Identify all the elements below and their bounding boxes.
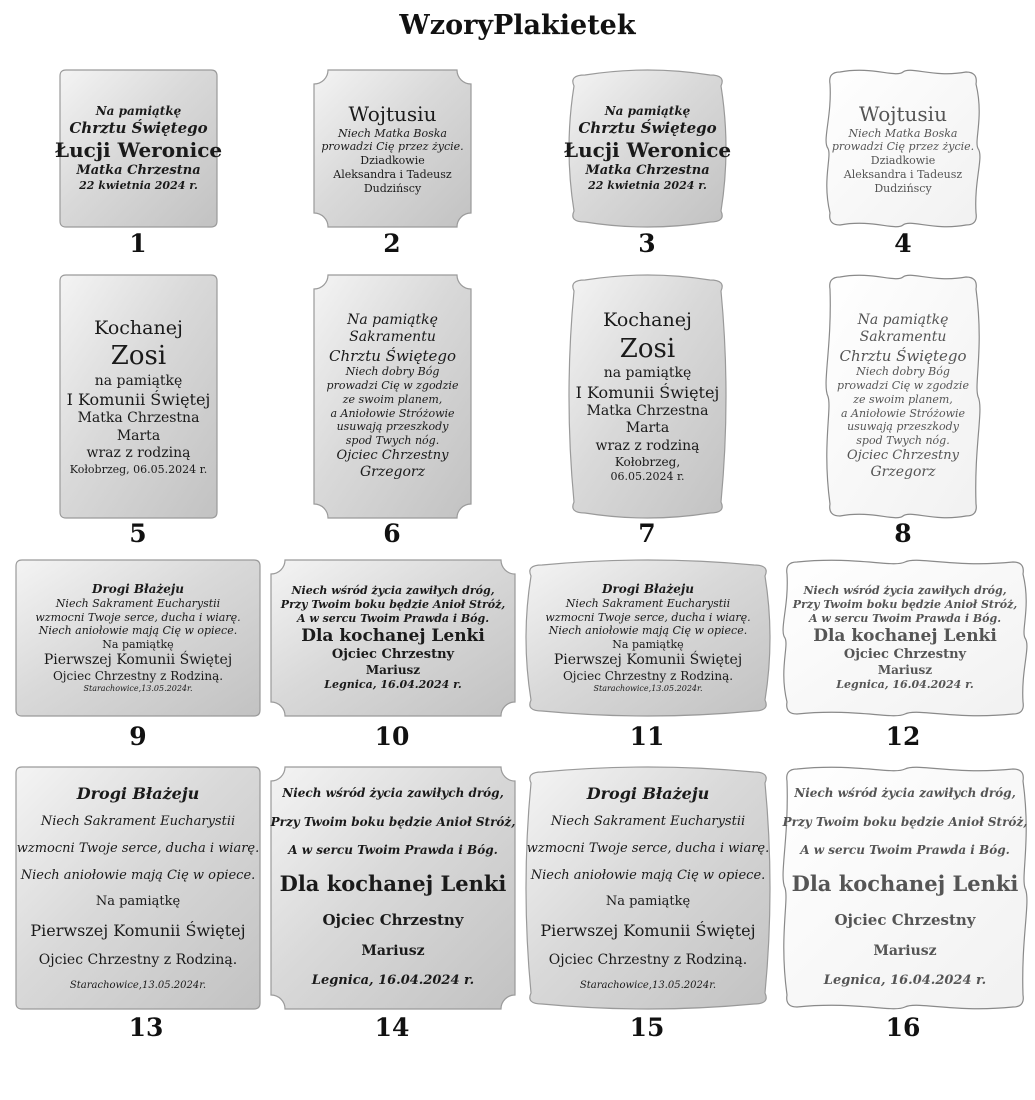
plaque-text <box>60 275 217 518</box>
plaque-line: Przy Twoim boku będzie Anioł Stróż, <box>280 598 506 611</box>
plaque-line: Ojciec Chrzestny <box>331 646 455 662</box>
plaque-line: Niech wśród życia zawiłych dróg, <box>291 584 495 598</box>
plaque-line: Mariusz <box>361 942 425 959</box>
plaque-line: Kołobrzeg, <box>614 455 681 470</box>
plaque-number: 16 <box>885 1013 921 1042</box>
plaque-line: prowadzi Cię przez życie. <box>831 140 975 154</box>
plaque-text <box>826 70 980 227</box>
plaque-line: Legnica, 16.04.2024 r. <box>324 678 462 691</box>
plaque-line: Niech Matka Boska <box>338 126 447 140</box>
plaque-line: Pierwszej Komunii Świętej <box>540 921 756 941</box>
plaque-line: Starachowice,13.05.2024r. <box>593 684 703 694</box>
plaque-line: Zosi <box>110 341 167 372</box>
plaque-line: Niech Sakrament Eucharystii <box>55 596 221 610</box>
page-title: WzoryPlakietek <box>399 10 636 41</box>
plaque-text <box>314 70 471 227</box>
plaque-line: Sakramentu <box>859 329 947 345</box>
plaque-line: Mariusz <box>873 942 937 959</box>
plaque-line: A w sercu Twoim Prawda i Bóg. <box>296 611 490 625</box>
plaque-line: Drogi Błażeju <box>586 783 710 803</box>
plaque-11 <box>526 560 770 716</box>
plaque-line: Niech aniołowie mają Cię w opiece. <box>548 624 748 638</box>
plaque-number: 14 <box>374 1013 410 1042</box>
plaque-16 <box>783 767 1027 1009</box>
plaque-text <box>314 275 471 518</box>
plaque-line: Aleksandra i Tadeusz <box>333 167 452 181</box>
plaque-5 <box>60 275 217 518</box>
plaque-line: wraz z rodziną <box>86 445 191 462</box>
plaque-line: Niech aniołowie mają Cię w opiece. <box>38 624 238 638</box>
plaque-line: a Aniołowie Stróżowie <box>330 406 455 420</box>
plaque-line: Matka Chrzestna <box>586 402 709 419</box>
plaque-line: Sakramentu <box>349 329 436 345</box>
plaque-line: wzmocni Twoje serce, ducha i wiarę. <box>545 610 751 624</box>
plaque-number: 8 <box>894 519 912 548</box>
plaque-number: 6 <box>383 519 401 548</box>
plaque-line: Wojtusiu <box>859 101 947 126</box>
plaque-1 <box>54 70 223 227</box>
plaque-line: spod Twych nóg. <box>856 434 950 447</box>
plaque-line: Ojciec Chrzestny z Rodziną. <box>38 951 238 968</box>
plaque-line: Ojciec Chrzestny <box>834 910 976 929</box>
plaque-line: Chrztu Świętego <box>329 346 456 365</box>
plaque-line: Pierwszej Komunii Świętej <box>30 921 246 941</box>
plaque-line: Dla kochanej Lenki <box>791 871 1019 897</box>
plaque-line: Drogi Błażeju <box>602 581 694 596</box>
plaque-13 <box>16 767 260 1009</box>
plaque-line: Drogi Błażeju <box>76 783 200 803</box>
plaque-number: 4 <box>894 229 912 258</box>
plaque-line: Starachowice,13.05.2024r. <box>69 979 207 991</box>
plaque-text <box>569 275 726 518</box>
plaque-number: 15 <box>629 1013 665 1042</box>
plaque-8 <box>826 275 980 518</box>
plaque-9 <box>16 560 260 716</box>
plaque-line: Przy Twoim boku będzie Anioł Stróż, <box>792 598 1018 611</box>
plaque-text <box>526 767 770 1009</box>
plaque-line: a Aniołowie Stróżowie <box>840 406 966 420</box>
plaque-number: 1 <box>129 229 147 258</box>
plaque-text <box>16 560 260 716</box>
plaque-line: Legnica, 16.04.2024 r. <box>836 678 974 691</box>
plaque-number: 7 <box>638 519 656 548</box>
plaque-line: Chrztu Świętego <box>839 346 967 365</box>
plaque-12 <box>783 560 1027 716</box>
plaque-line: usuwają przeszkody <box>847 420 959 434</box>
plaque-text <box>271 767 515 1009</box>
plaque-number: 13 <box>128 1013 164 1042</box>
plaque-line: Matka Chrzestna <box>585 162 710 178</box>
plaque-line: usuwają przeszkody <box>336 420 449 434</box>
plaque-line: Pierwszej Komunii Świętej <box>43 651 233 668</box>
plaque-line: A w sercu Twoim Prawda i Bóg. <box>800 842 1010 857</box>
plaque-6 <box>314 275 471 518</box>
plaque-line: A w sercu Twoim Prawda i Bóg. <box>288 842 498 857</box>
plaque-text <box>16 767 260 1009</box>
plaque-line: 22 kwietnia 2024 r. <box>79 179 198 193</box>
plaque-line: Marta <box>116 427 161 444</box>
plaque-line: Przy Twoim boku będzie Anioł Stróż, <box>270 814 516 829</box>
plaque-line: Pierwszej Komunii Świętej <box>553 651 743 668</box>
plaque-line: Mariusz <box>365 663 421 677</box>
plaque-line: Łucji Weronice <box>54 137 223 162</box>
plaque-line: Kołobrzeg, 06.05.2024 r. <box>69 462 208 476</box>
plaque-line: Niech Sakrament Eucharystii <box>565 596 731 610</box>
plaque-line: Niech wśród życia zawiłych dróg, <box>794 786 1016 801</box>
plaque-number: 2 <box>383 229 401 258</box>
plaque-line: Grzegorz <box>870 464 936 480</box>
plaque-line: Chrztu Świętego <box>578 119 717 138</box>
plaque-line: wzmocni Twoje serce, ducha i wiarę. <box>526 840 770 856</box>
plaque-text <box>783 560 1027 716</box>
plaque-4 <box>826 70 980 227</box>
plaque-line: ze swoim planem, <box>342 392 443 406</box>
plaque-line: Na pamiątkę <box>604 104 691 119</box>
plaque-line: A w sercu Twoim Prawda i Bóg. <box>808 611 1002 625</box>
plaque-line: prowadzi Cię przez życie. <box>321 140 464 154</box>
plaque-line: Na pamiątkę <box>95 894 181 910</box>
plaque-line: Drogi Błażeju <box>92 581 184 596</box>
plaque-line: Na pamiątkę <box>102 638 174 651</box>
plaque-line: prowadzi Cię w zgodzie <box>837 379 969 392</box>
plaque-line: Na pamiątkę <box>95 104 182 119</box>
plaque-line: spod Twych nóg. <box>345 434 440 447</box>
plaque-line: Legnica, 16.04.2024 r. <box>823 973 987 989</box>
plaque-line: Matka Chrzestna <box>76 162 201 178</box>
plaque-line: Przy Twoim boku będzie Anioł Stróż, <box>782 814 1028 829</box>
plaque-line: Wojtusiu <box>348 101 437 126</box>
plaque-text <box>54 70 223 227</box>
plaque-line: Grzegorz <box>360 464 425 480</box>
plaque-line: prowadzi Cię w zgodzie <box>326 379 459 392</box>
plaque-line: Łucji Weronice <box>563 137 732 162</box>
plaque-line: Zosi <box>619 333 676 364</box>
plaque-line: Marta <box>625 420 670 437</box>
plaque-line: Ojciec Chrzestny z Rodziną. <box>52 669 224 684</box>
plaque-line: Niech Sakrament Eucharystii <box>40 814 236 830</box>
plaque-line: I Komunii Świętej <box>66 390 211 410</box>
plaque-line: Na pamiątkę <box>605 894 691 910</box>
plaque-line: Kochanej <box>603 309 692 331</box>
plaque-line: Na pamiątkę <box>347 311 438 328</box>
plaque-line: Niech Sakrament Eucharystii <box>550 814 746 830</box>
plaque-text <box>826 275 980 518</box>
plaque-line: Niech dobry Bóg <box>856 365 950 379</box>
plaque-line: Aleksandra i Tadeusz <box>843 167 963 181</box>
plaque-line: Ojciec Chrzestny z Rodziną. <box>548 951 748 968</box>
plaque-line: 22 kwietnia 2024 r. <box>588 179 707 193</box>
plaque-line: Na pamiątkę <box>612 638 684 651</box>
plaque-line: wzmocni Twoje serce, ducha i wiarę. <box>35 610 241 624</box>
plaque-line: na pamiątkę <box>94 372 183 389</box>
plaque-line: Niech Matka Boska <box>848 126 958 140</box>
plaque-text <box>563 70 732 227</box>
plaque-15 <box>526 767 770 1009</box>
plaque-text <box>783 767 1027 1009</box>
plaque-line: ze swoim planem, <box>853 392 953 406</box>
plaque-line: Dla kochanej Lenki <box>279 871 507 897</box>
plaque-number: 10 <box>374 722 410 751</box>
plaque-line: Legnica, 16.04.2024 r. <box>311 973 475 989</box>
plaque-line: Kochanej <box>94 316 183 339</box>
plaque-line: I Komunii Świętej <box>575 382 720 402</box>
plaque-text <box>271 560 515 716</box>
plaque-line: Niech wśród życia zawiłych dróg, <box>282 786 504 801</box>
plaque-line: Ojciec Chrzestny z Rodziną. <box>562 669 734 684</box>
plaque-14 <box>271 767 515 1009</box>
plaque-line: Dudzińscy <box>363 181 422 195</box>
plaque-line: Ojciec Chrzestny <box>336 447 449 463</box>
plaque-line: 06.05.2024 r. <box>610 470 685 484</box>
plaque-line: Niech aniołowie mają Cię w opiece. <box>20 867 256 883</box>
plaque-line: Niech dobry Bóg <box>345 365 440 379</box>
plaque-7 <box>569 275 726 518</box>
plaque-line: Dziadkowie <box>360 154 425 168</box>
plaque-number: 11 <box>629 722 665 751</box>
plaque-line: Niech wśród życia zawiłych dróg, <box>803 584 1007 598</box>
plaque-line: Na pamiątkę <box>857 311 949 328</box>
plaque-3 <box>563 70 732 227</box>
plaque-line: Dla kochanej Lenki <box>813 625 997 646</box>
plaque-line: Starachowice,13.05.2024r. <box>579 979 717 991</box>
plaque-number: 5 <box>129 519 147 548</box>
plaque-number: 3 <box>638 229 656 258</box>
plaque-line: Dla kochanej Lenki <box>301 625 485 646</box>
plaque-line: Niech aniołowie mają Cię w opiece. <box>530 867 766 883</box>
plaque-2 <box>314 70 471 227</box>
plaque-line: Chrztu Świętego <box>69 119 208 138</box>
plaque-line: Starachowice,13.05.2024r. <box>83 684 193 694</box>
plaque-line: Ojciec Chrzestny <box>322 910 464 929</box>
plaque-line: na pamiątkę <box>603 365 692 382</box>
plaque-number: 9 <box>129 722 147 751</box>
plaque-number: 12 <box>885 722 921 751</box>
plaque-line: Dziadkowie <box>870 154 936 168</box>
plaque-line: Mariusz <box>877 663 933 677</box>
plaque-line: Ojciec Chrzestny <box>843 646 967 662</box>
plaque-line: Ojciec Chrzestny <box>847 447 959 463</box>
plaque-10 <box>271 560 515 716</box>
plaque-line: wraz z rodziną <box>595 437 700 454</box>
plaque-line: wzmocni Twoje serce, ducha i wiarę. <box>16 840 260 856</box>
plaque-text <box>526 560 770 716</box>
plaque-line: Matka Chrzestna <box>77 410 200 427</box>
plaque-line: Dudzińscy <box>874 181 932 195</box>
